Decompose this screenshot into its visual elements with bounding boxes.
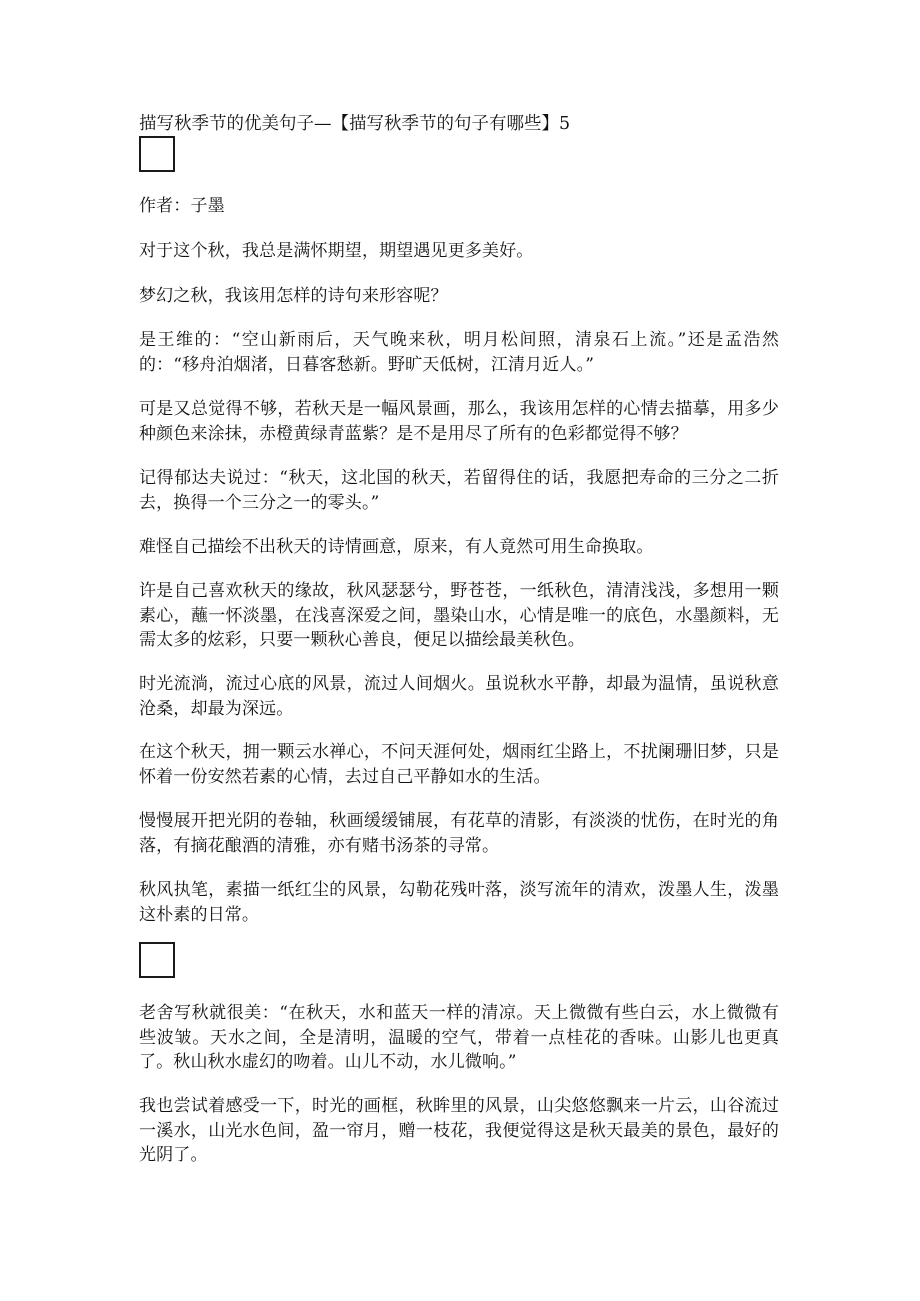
paragraph-2: 梦幻之秋，我该用怎样的诗句来形容呢？: [139, 286, 448, 306]
image-placeholder-icon: [139, 942, 175, 978]
paragraph-4: 可是又总觉得不够，若秋天是一幅风景画，那么，我该用怎样的心情去描摹，用多少种颜色来涂抹，赤橙黄绿青蓝紫？是不是用尽了所有的色彩都觉得不够？: [139, 399, 779, 444]
image-placeholder-icon: [139, 136, 175, 172]
paragraph-12: 老舍写秋就很美：“在秋天，水和蓝天一样的清凉。天上微微有些白云，水上微微有些波皱。天水之间，全是清明，温暖的空气，带着一点桂花的香味。山影儿也更真了。秋山秋水虚幻的吻着。山儿不动，水儿微响。”: [139, 1003, 779, 1072]
paragraph-8: 时光流淌，流过心底的风景，流过人间烟火。虽说秋水平静，却最为温情，虽说秋意沧桑，却最为深远。: [139, 674, 779, 719]
document-title: 描写秋季节的优美句子—【描写秋季节的句子有哪些】5: [139, 114, 571, 134]
paragraph-9: 在这个秋天，拥一颗云水禅心，不问天涯何处，烟雨红尘路上，不扰阑珊旧梦，只是怀着一份安然若素的心情，去过自己平静如水的生活。: [139, 742, 779, 787]
paragraph-6: 难怪自己描绘不出秋天的诗情画意，原来，有人竟然可用生命换取。: [139, 537, 654, 557]
paragraph-10: 慢慢展开把光阴的卷轴，秋画缓缓铺展，有花草的清影，有淡淡的忧伤，在时光的角落，有摘花酿酒的清雅，亦有赌书汤茶的寻常。: [139, 811, 779, 856]
paragraph-7: 许是自己喜欢秋天的缘故，秋风瑟瑟兮，野苍苍，一纸秋色，清清浅浅，多想用一颗素心，蘸一怀淡墨，在浅喜深爱之间，墨染山水，心情是唯一的底色，水墨颜料，无需太多的炫彩，只要一颗秋心善良，便足以描绘最美秋色。: [139, 581, 779, 650]
paragraph-5: 记得郁达夫说过：“秋天，这北国的秋天，若留得住的话，我愿把寿命的三分之二折去，换得一个三分之一的零头。”: [139, 468, 779, 513]
paragraph-3: 是王维的：“空山新雨后，天气晚来秋，明月松间照，清泉石上流。”还是孟浩然的：“移舟泊烟渚，日暮客愁新。野旷天低树，江清月近人。”: [139, 330, 779, 375]
paragraph-1: 对于这个秋，我总是满怀期望，期望遇见更多美好。: [139, 241, 534, 261]
paragraph-13: 我也尝试着感受一下，时光的画框，秋眸里的风景，山尖悠悠飘来一片云，山谷流过一溪水，山光水色间，盈一帘月，赠一枝花，我便觉得这是秋天最美的景色，最好的光阴了。: [139, 1096, 779, 1165]
author-line: 作者：子墨: [139, 196, 225, 216]
paragraph-11: 秋风执笔，素描一纸红尘的风景，勾勒花残叶落，淡写流年的清欢，泼墨人生，泼墨这朴素的日常。: [139, 880, 779, 925]
